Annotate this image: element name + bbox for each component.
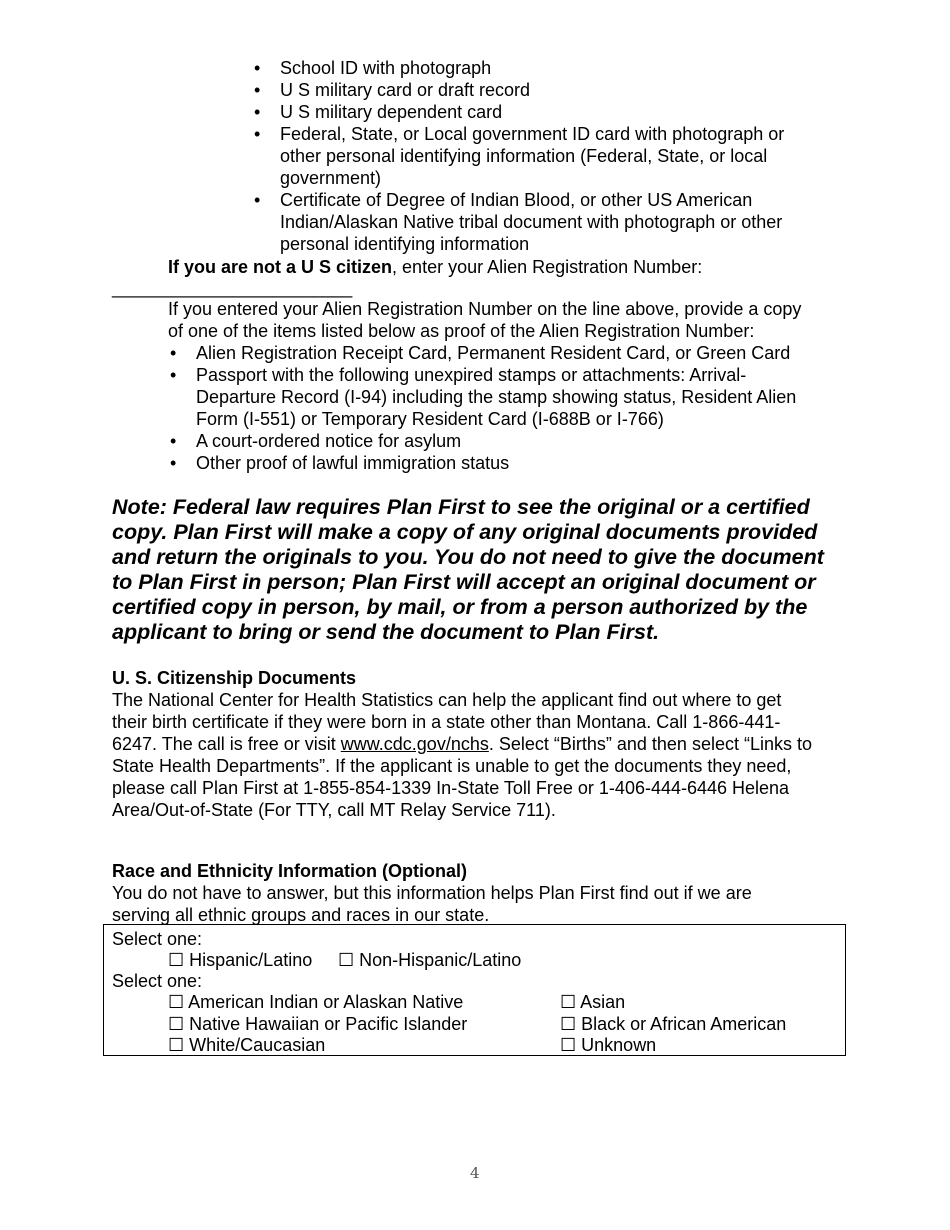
list-item bbox=[254, 79, 840, 101]
race-ethnicity-box bbox=[103, 924, 846, 1056]
citizenship-line: their birth certificate if they were born in a state other than Montana. Call 1-866-441- bbox=[112, 712, 781, 732]
list-item-line: Departure Record (I-94) including the stamp showing status, Resident Alien bbox=[196, 387, 797, 407]
list-item bbox=[170, 430, 856, 452]
citizenship-line: The National Center for Health Statistics can help the applicant find out where to get bbox=[112, 690, 782, 710]
note-line: to Plan First in person; Plan First will accept an original document or bbox=[112, 570, 816, 594]
citizenship-line bbox=[112, 733, 812, 755]
race-section-header bbox=[112, 860, 752, 926]
checkbox-icon[interactable]: ☐ bbox=[560, 992, 577, 1012]
bullet-icon: • bbox=[170, 431, 177, 451]
checkbox-white[interactable] bbox=[168, 1034, 325, 1056]
bullet-icon: • bbox=[170, 343, 177, 363]
bullet-icon: • bbox=[170, 365, 177, 385]
list-item bbox=[170, 364, 856, 430]
checkbox-label: Hispanic/Latino bbox=[189, 950, 313, 970]
bullet-icon: • bbox=[254, 80, 261, 100]
list-item-line: Indian/Alaskan Native tribal document with photograph or other bbox=[280, 212, 783, 232]
checkbox-icon[interactable]: ☐ bbox=[338, 950, 355, 970]
race-intro-line: serving all ethnic groups and races in our state. bbox=[112, 905, 490, 925]
id-document-list bbox=[254, 57, 840, 255]
race-heading: Race and Ethnicity Information (Optional) bbox=[112, 861, 468, 881]
list-item-line: A court-ordered notice for asylum bbox=[196, 431, 462, 451]
citizenship-line: please call Plan First at 1-855-854-1339 In-State Toll Free or 1-406-444-6446 Helena bbox=[112, 778, 790, 798]
checkbox-icon[interactable]: ☐ bbox=[168, 992, 185, 1012]
alien-intro bbox=[168, 298, 801, 342]
checkbox-native-hawaiian[interactable] bbox=[168, 1013, 467, 1035]
checkbox-asian[interactable] bbox=[560, 991, 625, 1013]
checkbox-label: Unknown bbox=[581, 1035, 657, 1055]
alien-proof-list bbox=[170, 342, 856, 474]
alien-intro-line: If you entered your Alien Registration Number on the line above, provide a copy bbox=[168, 299, 802, 319]
alien-registration-prompt bbox=[168, 256, 702, 278]
checkbox-label: American Indian or Alaskan Native bbox=[188, 992, 464, 1012]
citizenship-line: State Health Departments”. If the applicant is unable to get the documents they need, bbox=[112, 756, 792, 776]
list-item-line: U S military dependent card bbox=[280, 102, 503, 122]
note-line: copy. Plan First will make a copy of any original documents provided bbox=[112, 520, 818, 544]
alien-number-blank-line[interactable]: ________________________ bbox=[112, 278, 353, 298]
checkbox-label: Black or African American bbox=[581, 1014, 787, 1034]
checkbox-icon[interactable]: ☐ bbox=[560, 1014, 577, 1034]
list-item-line: personal identifying information bbox=[280, 234, 530, 254]
note-line: applicant to bring or send the document to Plan First. bbox=[112, 620, 660, 644]
citizenship-text: 6247. The call is free or visit bbox=[112, 734, 341, 754]
alien-prompt-text: , enter your Alien Registration Number: bbox=[392, 257, 703, 277]
list-item-line: Other proof of lawful immigration status bbox=[196, 453, 510, 473]
note-line: Note: Federal law requires Plan First to see the original or a certified bbox=[112, 495, 810, 519]
checkbox-label: White/Caucasian bbox=[189, 1035, 326, 1055]
checkbox-icon[interactable]: ☐ bbox=[560, 1035, 577, 1055]
citizenship-line: Area/Out-of-State (For TTY, call MT Relay Service 711). bbox=[112, 800, 556, 820]
list-item-line: U S military card or draft record bbox=[280, 80, 531, 100]
list-item bbox=[254, 189, 840, 255]
list-item bbox=[170, 342, 856, 364]
note-line: certified copy in person, by mail, or from a person authorized by the bbox=[112, 595, 808, 619]
citizenship-text: . Select “Births” and then select “Links to bbox=[488, 734, 812, 754]
checkbox-label: Native Hawaiian or Pacific Islander bbox=[189, 1014, 468, 1034]
checkbox-icon[interactable]: ☐ bbox=[168, 1035, 185, 1055]
note-line: and return the originals to you. You do not need to give the document bbox=[112, 545, 824, 569]
select-one-label: Select one: bbox=[112, 971, 203, 991]
list-item bbox=[254, 57, 840, 79]
checkbox-black[interactable] bbox=[560, 1013, 786, 1035]
list-item-line: Passport with the following unexpired stamps or attachments: Arrival- bbox=[196, 365, 747, 385]
bullet-icon: • bbox=[170, 453, 177, 473]
list-item bbox=[254, 101, 840, 123]
bullet-icon: • bbox=[254, 190, 261, 210]
alien-intro-line: of one of the items listed below as proof of the Alien Registration Number: bbox=[168, 321, 755, 341]
checkbox-hispanic[interactable] bbox=[168, 949, 312, 971]
checkbox-unknown[interactable] bbox=[560, 1034, 656, 1056]
select-one-label: Select one: bbox=[112, 929, 203, 949]
list-item-line: other personal identifying information (Federal, State, or local bbox=[280, 146, 768, 166]
list-item-line: Alien Registration Receipt Card, Permanent Resident Card, or Green Card bbox=[196, 343, 791, 363]
list-item bbox=[254, 123, 840, 189]
federal-law-note bbox=[112, 495, 824, 645]
bullet-icon: • bbox=[254, 124, 261, 144]
checkbox-label: Non-Hispanic/Latino bbox=[359, 950, 522, 970]
list-item-line: School ID with photograph bbox=[280, 58, 492, 78]
cdc-nchs-link[interactable]: www.cdc.gov/nchs bbox=[340, 734, 489, 754]
citizenship-heading: U. S. Citizenship Documents bbox=[112, 668, 357, 688]
list-item-line: Certificate of Degree of Indian Blood, or other US American bbox=[280, 190, 753, 210]
race-intro-line: You do not have to answer, but this information helps Plan First find out if we are bbox=[112, 883, 752, 903]
bullet-icon: • bbox=[254, 102, 261, 122]
checkbox-non-hispanic[interactable] bbox=[338, 949, 521, 971]
citizenship-section bbox=[112, 667, 812, 821]
checkbox-label: Asian bbox=[580, 992, 626, 1012]
checkbox-american-indian[interactable] bbox=[168, 991, 463, 1013]
list-item-line: Federal, State, or Local government ID card with photograph or bbox=[280, 124, 785, 144]
alien-prompt-bold: If you are not a U S citizen bbox=[168, 257, 393, 277]
checkbox-icon[interactable]: ☐ bbox=[168, 1014, 185, 1034]
bullet-icon: • bbox=[254, 58, 261, 78]
list-item-line: government) bbox=[280, 168, 382, 188]
checkbox-icon[interactable]: ☐ bbox=[168, 950, 185, 970]
list-item bbox=[170, 452, 856, 474]
page-number: 4 bbox=[470, 1164, 480, 1182]
list-item-line: Form (I-551) or Temporary Resident Card (I-688B or I-766) bbox=[196, 409, 664, 429]
